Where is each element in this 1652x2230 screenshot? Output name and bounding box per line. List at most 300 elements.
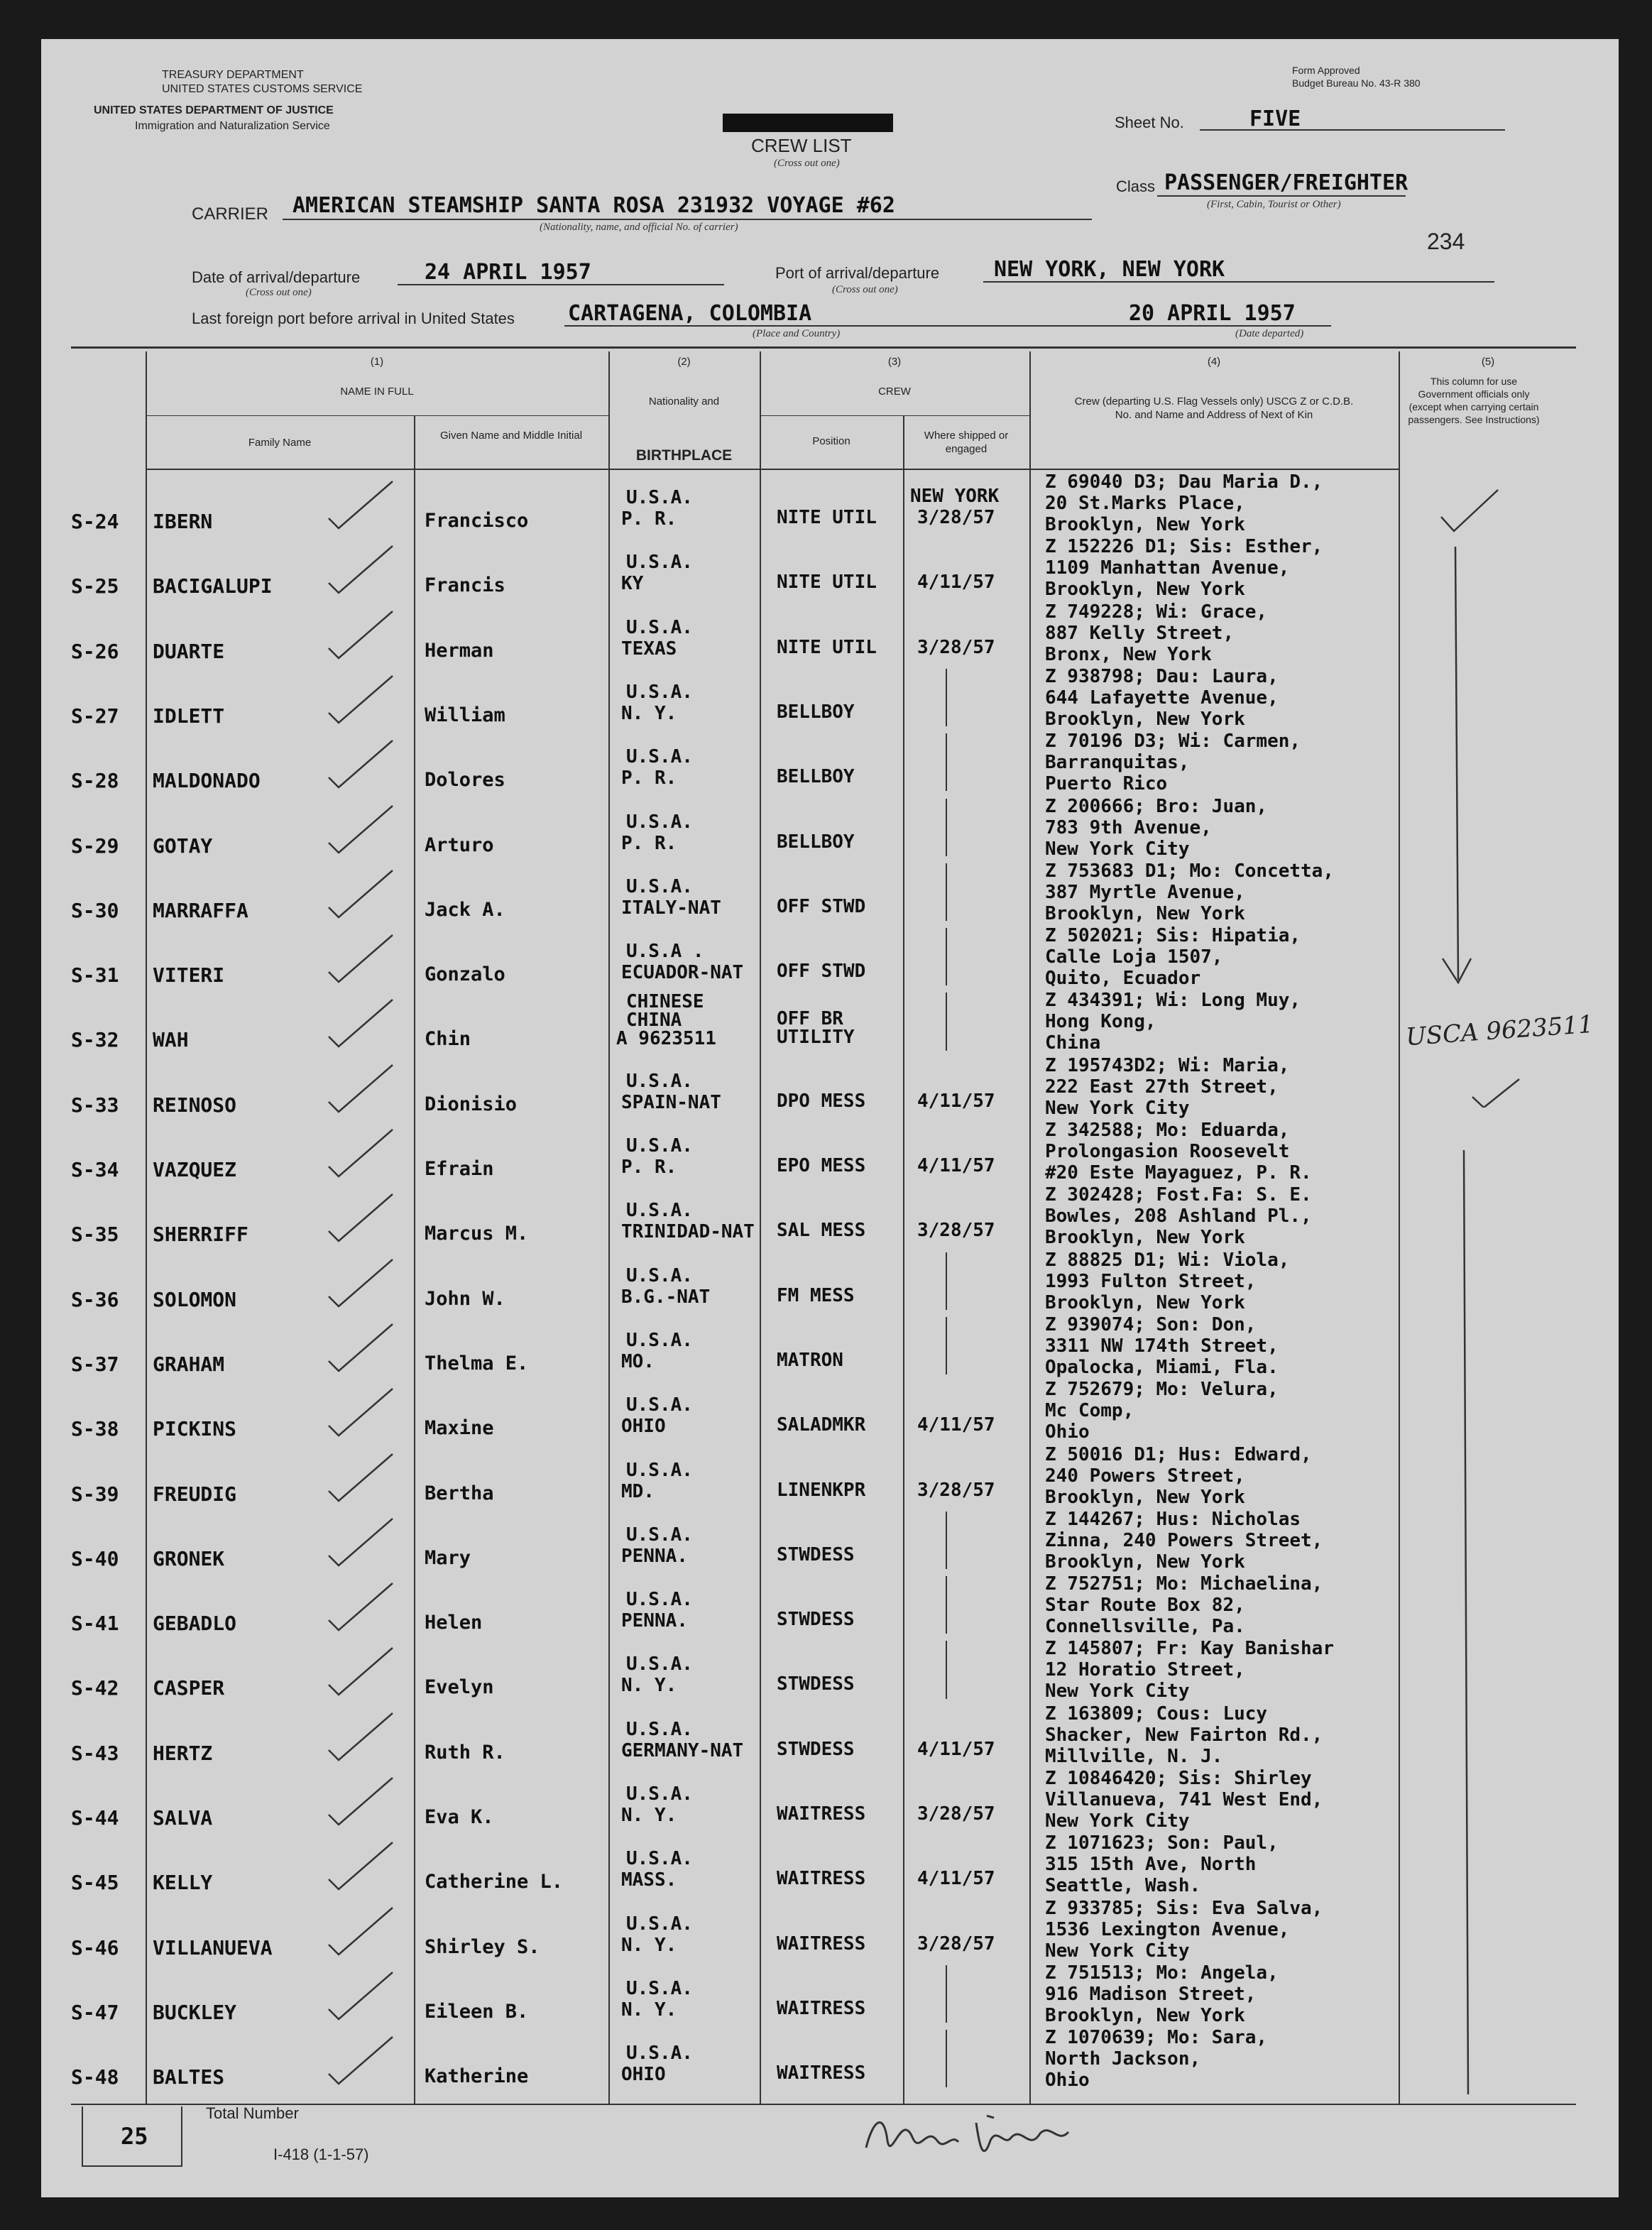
shipped-date: 3/28/57 (917, 1933, 995, 1955)
nationality-line-1: U.S.A. (626, 681, 693, 703)
row-number: S-29 (71, 833, 119, 858)
check-mark-icon (323, 1514, 401, 1571)
given-name: Katherine (425, 2065, 529, 2088)
port-label: Port of arrival/departure (775, 264, 940, 282)
next-of-kin-line-1: Z 1070639; Mo: Sara, (1045, 2027, 1268, 2049)
check-mark-icon (323, 1061, 401, 1117)
next-of-kin-line-3: Connellsville, Pa. (1045, 1616, 1245, 1638)
ditto-mark (946, 1576, 947, 1634)
ditto-mark (946, 993, 947, 1050)
next-of-kin-line-1: Z 939074; Son: Don, (1045, 1313, 1257, 1335)
port-value: NEW YORK, NEW YORK (994, 257, 1225, 282)
row-number: S-31 (71, 963, 119, 988)
check-mark-icon (323, 1903, 401, 1960)
col-line-1 (414, 415, 415, 2104)
col3-title: CREW (878, 386, 911, 398)
col4-number: (4) (1207, 356, 1221, 368)
position-value: STWDESS (777, 1673, 855, 1695)
given-name: Dionisio (425, 1093, 518, 1115)
sheet-label: Sheet No. (1115, 114, 1184, 131)
given-name: Dolores (425, 769, 505, 792)
shipped-date: 3/28/57 (917, 1803, 995, 1825)
shipped-date: 4/11/57 (917, 1414, 995, 1436)
shipped-date: 3/28/57 (917, 1479, 995, 1501)
next-of-kin-line-2: 20 St.Marks Place, (1045, 493, 1245, 514)
sheet-line (1200, 129, 1505, 131)
given-name: Maxine (425, 1417, 494, 1440)
birthplace-value: P. R. (621, 508, 677, 530)
position-value: WAITRESS (777, 1868, 866, 1890)
given-name: Eileen B. (425, 2000, 529, 2023)
next-of-kin-line-2: 916 Madison Street, (1045, 1983, 1257, 2005)
position-line-2: UTILITY (777, 1027, 855, 1049)
birthplace-value: OHIO (621, 2064, 666, 2086)
row-number: S-32 (71, 1028, 119, 1052)
position-head: Position (812, 435, 850, 447)
next-of-kin-line-1: Z 88825 D1; Wi: Viola, (1045, 1249, 1290, 1271)
next-of-kin-line-3: New York City (1045, 1097, 1190, 1119)
col5-alien-number: USCA 9623511 (1404, 1010, 1594, 1052)
row-number: S-46 (71, 1935, 119, 1960)
next-of-kin-line-3: Brooklyn, New York (1045, 1551, 1245, 1573)
next-of-kin-line-2: Barranquitas, (1045, 752, 1190, 774)
family-name: GOTAY (153, 833, 213, 858)
next-of-kin-line-3: Brooklyn, New York (1045, 1227, 1245, 1249)
col5-number: (5) (1481, 356, 1495, 368)
family-name: KELLY (153, 1871, 213, 1895)
next-of-kin-line-2: Bowles, 208 Ashland Pl., (1045, 1206, 1312, 1228)
shipped-date: 4/11/57 (917, 1090, 995, 1112)
next-of-kin-line-2: 315 15th Ave, North (1045, 1854, 1257, 1876)
next-of-kin-line-1: Z 749228; Wi: Grace, (1045, 601, 1268, 623)
check-mark-icon (323, 1968, 401, 2025)
total-box-left (82, 2106, 83, 2166)
next-of-kin-line-3: New York City (1045, 1680, 1190, 1702)
birthplace-value: TEXAS (621, 638, 677, 660)
col5-long-line (1455, 1150, 1477, 2101)
given-name: Shirley S. (425, 1935, 540, 1958)
nationality-line-1: U.S.A. (626, 1977, 693, 1999)
next-of-kin-line-2: Shacker, New Fairton Rd., (1045, 1724, 1323, 1746)
total-box-right (181, 2106, 182, 2166)
family-name: IBERN (153, 510, 213, 533)
col5-title: This column for use Government officials only (except when carrying certain passengers. See Instructions) (1408, 376, 1540, 425)
family-name: REINOSO (153, 1093, 237, 1117)
ditto-mark (946, 863, 947, 921)
nationality-line-3: A 9623511 (616, 1028, 716, 1050)
row-number: S-30 (71, 898, 119, 922)
family-name: VITERI (153, 963, 225, 988)
family-name: PICKINS (153, 1417, 237, 1441)
check-mark-icon (323, 1838, 401, 1895)
given-name: Helen (425, 1612, 483, 1634)
last-port-label: Last foreign port before arrival in United States (192, 310, 515, 327)
date-label: Date of arrival/departure (192, 268, 361, 286)
check-mark-icon (323, 1644, 401, 1700)
row-number: S-37 (71, 1352, 119, 1376)
position-value: FM MESS (777, 1284, 855, 1306)
next-of-kin-line-3: Ohio (1045, 2070, 1090, 2092)
port-note: (Cross out one) (832, 284, 898, 295)
birthplace-value: MD. (621, 1480, 655, 1502)
family-name: WAH (153, 1028, 189, 1052)
next-of-kin-line-1: Z 938798; Dau: Laura, (1045, 665, 1279, 687)
shipped-date: 3/28/57 (917, 636, 995, 658)
position-value: OFF STWD (777, 895, 866, 917)
ditto-mark (946, 1641, 947, 1698)
nationality-line-1: U.S.A. (626, 616, 693, 638)
crew-list-title: CREW LIST (751, 135, 852, 156)
nationality-line-1: U.S.A. (626, 552, 693, 574)
col1-title: NAME IN FULL (340, 386, 414, 398)
next-of-kin-line-1: Z 502021; Sis: Hipatia, (1045, 925, 1301, 947)
next-of-kin-line-1: Z 70196 D3; Wi: Carmen, (1045, 731, 1301, 753)
next-of-kin-line-2: 783 9th Avenue, (1045, 816, 1212, 838)
position-line-1: OFF BR (777, 1008, 843, 1030)
nationality-line-1: U.S.A. (626, 1394, 693, 1416)
next-of-kin-line-3: Opalocka, Miami, Fla. (1045, 1356, 1279, 1378)
check-mark-icon (323, 1709, 401, 1766)
next-of-kin-line-1: Z 10846420; Sis: Shirley (1045, 1768, 1312, 1789)
next-of-kin-line-1: Z 752751; Mo: Michaelina, (1045, 1573, 1323, 1595)
row-number: S-41 (71, 1612, 119, 1636)
shipped-date: 4/11/57 (917, 1155, 995, 1176)
crossed-out-title (723, 114, 893, 132)
nationality-line-1: U.S.A. (626, 487, 693, 508)
next-of-kin-line-3: Brooklyn, New York (1045, 708, 1245, 730)
nationality-line-1: U.S.A. (626, 1718, 693, 1740)
given-name: Eva K. (425, 1806, 494, 1828)
birthplace-value: N. Y. (621, 1805, 677, 1826)
nationality-line-1: U.S.A. (626, 875, 693, 897)
given-name: Chin (425, 1028, 471, 1051)
next-of-kin-line-3: Seattle, Wash. (1045, 1875, 1201, 1897)
check-mark-icon (323, 931, 401, 988)
next-of-kin-line-1: Z 434391; Wi: Long Muy, (1045, 990, 1301, 1012)
next-of-kin-line-3: Millville, N. J. (1045, 1745, 1223, 1767)
check-mark-icon (323, 672, 401, 728)
position-value: MATRON (777, 1349, 843, 1371)
given-name: Efrain (425, 1158, 494, 1180)
date-value: 24 APRIL 1957 (425, 260, 591, 285)
family-name: VILLANUEVA (153, 1935, 273, 1960)
next-of-kin-line-1: Z 751513; Mo: Angela, (1045, 1962, 1279, 1984)
position-value: WAITRESS (777, 1997, 866, 2019)
next-of-kin-line-2: Mc Comp, (1045, 1400, 1134, 1422)
next-of-kin-line-1: Z 752679; Mo: Velura, (1045, 1379, 1279, 1401)
next-of-kin-line-2: Star Route Box 82, (1045, 1595, 1245, 1617)
nationality-line-1: U.S.A. (626, 1459, 693, 1481)
position-value: SALADMKR (777, 1414, 866, 1436)
position-value: DPO MESS (777, 1090, 866, 1112)
family-name: BACIGALUPI (153, 574, 273, 599)
row-number: S-34 (71, 1158, 119, 1181)
family-name: SALVA (153, 1806, 213, 1830)
next-of-kin-line-2: Prolongasion Roosevelt (1045, 1141, 1290, 1162)
check-mark-icon (323, 802, 401, 858)
nationality-line-1: CHINESE (626, 991, 704, 1013)
next-of-kin-line-2: Calle Loja 1507, (1045, 946, 1223, 968)
date-note: (Cross out one) (246, 287, 312, 298)
row-number: S-40 (71, 1546, 119, 1570)
dept-line-4: Immigration and Naturalization Service (135, 120, 330, 132)
next-of-kin-line-1: Z 50016 D1; Hus: Edward, (1045, 1443, 1312, 1465)
ditto-mark (946, 928, 947, 985)
ditto-mark (946, 1252, 947, 1310)
birthplace-value: TRINIDAD-NAT (621, 1221, 755, 1243)
given-name: Gonzalo (425, 963, 505, 986)
ditto-mark (946, 799, 947, 856)
title-note: (Cross out one) (774, 158, 840, 169)
position-value: NITE UTIL (777, 636, 877, 658)
birthplace-value: B.G.-NAT (621, 1286, 711, 1308)
row-number: S-43 (71, 1741, 119, 1765)
col2-title: Nationality and (648, 395, 720, 408)
given-name: Evelyn (425, 1676, 494, 1699)
given-name: John W. (425, 1287, 505, 1310)
total-label: Total Number (206, 2104, 299, 2122)
position-value: OFF STWD (777, 961, 866, 983)
check-mark-icon (323, 1450, 401, 1507)
next-of-kin-line-3: #20 Este Mayaguez, P. R. (1045, 1162, 1312, 1184)
ditto-mark (946, 1512, 947, 1569)
carrier-value: AMERICAN STEAMSHIP SANTA ROSA 231932 VOYAGE #62 (292, 193, 895, 218)
form-approved: Form Approved (1292, 65, 1360, 76)
next-of-kin-line-3: New York City (1045, 838, 1190, 860)
family-name: MALDONADO (153, 769, 261, 793)
col-line-4 (903, 415, 904, 2104)
next-of-kin-line-2: Villanueva, 741 West End, (1045, 1789, 1323, 1810)
family-name: SHERRIFF (153, 1223, 248, 1247)
given-name: Marcus M. (425, 1223, 529, 1245)
nationality-line-1: U.S.A. (626, 1913, 693, 1935)
nationality-line-1: U.S.A. (626, 1524, 693, 1546)
position-value: NITE UTIL (777, 507, 877, 528)
family-name: CASPER (153, 1676, 225, 1700)
shipped-date: 4/11/57 (917, 1738, 995, 1760)
next-of-kin-line-1: Z 933785; Sis: Eva Salva, (1045, 1897, 1323, 1919)
nationality-line-1: U.S.A. (626, 1589, 693, 1611)
nationality-line-1: U.S.A. (626, 1070, 693, 1092)
check-mark-icon (323, 477, 401, 534)
family-name: VAZQUEZ (153, 1158, 237, 1181)
col5-annotation-marks (1413, 469, 1569, 1108)
shipped-date: 3/28/57 (917, 1220, 995, 1242)
col-line-5 (1029, 351, 1031, 2104)
check-mark-icon (323, 1125, 401, 1182)
next-of-kin-line-3: Brooklyn, New York (1045, 1486, 1245, 1508)
given-name: Mary (425, 1546, 471, 1569)
check-mark-icon (323, 1320, 401, 1377)
family-name: GRONEK (153, 1546, 225, 1570)
next-of-kin-line-2: North Jackson, (1045, 2048, 1201, 2070)
birthplace-value: ITALY-NAT (621, 897, 721, 919)
total-box-bottom (82, 2165, 182, 2167)
nationality-line-1: U.S.A. (626, 1329, 693, 1351)
c3-sub-rule (760, 415, 1029, 416)
next-of-kin-line-1: Z 69040 D3; Dau Maria D., (1045, 471, 1323, 493)
check-mark-icon (323, 736, 401, 793)
next-of-kin-line-1: Z 342588; Mo: Eduarda, (1045, 1120, 1290, 1141)
next-of-kin-line-3: Ohio (1045, 1421, 1090, 1443)
nationality-line-2: CHINA (626, 1010, 682, 1032)
next-of-kin-line-3: Brooklyn, New York (1045, 902, 1245, 924)
next-of-kin-line-2: 887 Kelly Street, (1045, 622, 1235, 644)
family-name: IDLETT (153, 704, 225, 728)
row-number: S-28 (71, 769, 119, 793)
position-value: STWDESS (777, 1609, 855, 1631)
position-value: STWDESS (777, 1738, 855, 1760)
given-name: William (425, 704, 505, 726)
total-value: 25 (121, 2123, 148, 2150)
birthplace-value: N. Y. (621, 1934, 677, 1956)
family-name: GEBADLO (153, 1612, 237, 1636)
next-of-kin-line-2: 387 Myrtle Avenue, (1045, 881, 1245, 903)
col2-number: (2) (677, 356, 691, 368)
col-line-2 (608, 351, 610, 2104)
given-name: Arturo (425, 833, 494, 856)
next-of-kin-line-1: Z 163809; Cous: Lucy (1045, 1702, 1268, 1725)
birthplace-value: OHIO (621, 1416, 666, 1438)
given-name: Francisco (425, 510, 529, 532)
ditto-mark (946, 1317, 947, 1374)
nationality-line-1: U.S.A. (626, 1848, 693, 1870)
birthplace-value: MO. (621, 1350, 655, 1372)
shipped-date: 3/28/57 (917, 507, 995, 528)
next-of-kin-line-2: 1109 Manhattan Avenue, (1045, 557, 1290, 579)
given-name: Bertha (425, 1482, 494, 1504)
shipped-place: NEW YORK (910, 486, 1000, 507)
next-of-kin-line-3: Quito, Ecuador (1045, 968, 1201, 990)
nationality-line-1: U.S.A. (626, 2043, 693, 2065)
class-line (1157, 195, 1406, 197)
row-number: S-42 (71, 1676, 119, 1700)
next-of-kin-line-2: Hong Kong, (1045, 1011, 1156, 1033)
position-value: BELLBOY (777, 831, 855, 853)
given-name: Catherine L. (425, 1871, 564, 1893)
birthplace-value: PENNA. (621, 1610, 688, 1632)
row-number: S-38 (71, 1417, 119, 1441)
col-line-3 (760, 351, 761, 2104)
position-value: BELLBOY (777, 766, 855, 788)
row-number: S-36 (71, 1287, 119, 1311)
family-name-head: Family Name (248, 437, 312, 449)
given-name: Thelma E. (425, 1352, 529, 1374)
check-mark-icon (323, 2033, 401, 2089)
next-of-kin-line-3: Bronx, New York (1045, 643, 1212, 665)
dept-line-3: UNITED STATES DEPARTMENT OF JUSTICE (94, 104, 334, 116)
next-of-kin-line-3: Puerto Rico (1045, 773, 1168, 795)
next-of-kin-line-2: 222 East 27th Street, (1045, 1076, 1279, 1098)
family-name: BALTES (153, 2065, 225, 2089)
class-note: (First, Cabin, Tourist or Other) (1207, 199, 1341, 210)
position-value: BELLBOY (777, 701, 855, 723)
row-number: S-24 (71, 510, 119, 533)
given-name: Jack A. (425, 898, 505, 921)
next-of-kin-line-3: New York City (1045, 1810, 1190, 1832)
dept-line-2: UNITED STATES CUSTOMS SERVICE (162, 83, 363, 95)
next-of-kin-line-3: New York City (1045, 1940, 1190, 1962)
row-number: S-25 (71, 574, 119, 599)
date-departed-value: 20 APRIL 1957 (1129, 301, 1296, 326)
birthplace-value: P. R. (621, 832, 677, 854)
last-port-value: CARTAGENA, COLOMBIA (568, 301, 812, 326)
given-name-head: Given Name and Middle Initial (439, 430, 583, 442)
next-of-kin-line-3: Brooklyn, New York (1045, 1291, 1245, 1313)
birthplace-value: PENNA. (621, 1545, 688, 1567)
next-of-kin-line-1: Z 195743D2; Wi: Maria, (1045, 1054, 1290, 1076)
check-mark-icon (323, 1773, 401, 1830)
row-number: S-26 (71, 639, 119, 663)
col1-number: (1) (370, 356, 384, 368)
carrier-line (283, 219, 1092, 220)
carrier-note: (Nationality, name, and official No. of carrier) (540, 222, 738, 233)
check-mark-icon (323, 1190, 401, 1247)
family-name: MARRAFFA (153, 898, 248, 922)
ditto-mark (946, 669, 947, 726)
next-of-kin-line-3: Brooklyn, New York (1045, 579, 1245, 601)
next-of-kin-line-1: Z 1071623; Son: Paul, (1045, 1832, 1279, 1854)
next-of-kin-line-1: Z 302428; Fost.Fa: S. E. (1045, 1184, 1312, 1206)
check-mark-icon (323, 1579, 401, 1636)
shipped-date: 4/11/57 (917, 1868, 995, 1890)
next-of-kin-line-1: Z 145807; Fr: Kay Banishar (1045, 1638, 1334, 1660)
position-value: EPO MESS (777, 1155, 866, 1176)
next-of-kin-line-2: 1536 Lexington Avenue, (1045, 1918, 1290, 1940)
position-value: WAITRESS (777, 2062, 866, 2084)
position-value: STWDESS (777, 1543, 855, 1565)
birthplace-value: P. R. (621, 767, 677, 789)
birthplace-value: N. Y. (621, 1675, 677, 1697)
row-number: S-44 (71, 1806, 119, 1830)
check-mark-icon (323, 542, 401, 599)
next-of-kin-line-2: 12 Horatio Street, (1045, 1659, 1245, 1681)
birthplace-value: ECUADOR-NAT (621, 962, 744, 984)
nationality-line-1: U.S.A. (626, 1783, 693, 1805)
row-number: S-27 (71, 704, 119, 728)
family-name: FREUDIG (153, 1482, 237, 1506)
birthplace-value: P. R. (621, 1157, 677, 1178)
next-of-kin-line-2: 1993 Fulton Street, (1045, 1270, 1257, 1292)
check-mark-icon (323, 1384, 401, 1441)
carrier-label: CARRIER (192, 204, 269, 224)
date-departed-note: (Date departed) (1235, 328, 1304, 339)
class-label: Class (1116, 177, 1156, 195)
position-value: NITE UTIL (777, 572, 877, 594)
table-top-rule (71, 346, 1576, 349)
class-value: PASSENGER/FREIGHTER (1164, 170, 1408, 195)
sheet-value: FIVE (1249, 106, 1301, 131)
ditto-mark (946, 1965, 947, 2023)
nationality-line-1: U.S.A. (626, 1135, 693, 1157)
col3-number: (3) (887, 356, 902, 368)
nationality-line-1: U.S.A. (626, 1200, 693, 1222)
row-number: S-39 (71, 1482, 119, 1506)
row-number: S-45 (71, 1871, 119, 1895)
position-value: WAITRESS (777, 1933, 866, 1955)
position-value: LINENKPR (777, 1479, 866, 1501)
row-number: S-47 (71, 2000, 119, 2024)
check-mark-icon (323, 995, 401, 1052)
next-of-kin-line-2: Zinna, 240 Powers Street, (1045, 1529, 1323, 1551)
nationality-line-1: U.S.A. (626, 746, 693, 768)
next-of-kin-line-1: Z 152226 D1; Sis: Esther, (1045, 536, 1323, 558)
budget-number: Budget Bureau No. 43-R 380 (1292, 77, 1421, 89)
next-of-kin-line-3: Brooklyn, New York (1045, 2004, 1245, 2026)
last-port-note: (Place and Country) (753, 328, 841, 339)
birthplace-value: SPAIN-NAT (621, 1091, 721, 1113)
family-name: DUARTE (153, 639, 225, 663)
